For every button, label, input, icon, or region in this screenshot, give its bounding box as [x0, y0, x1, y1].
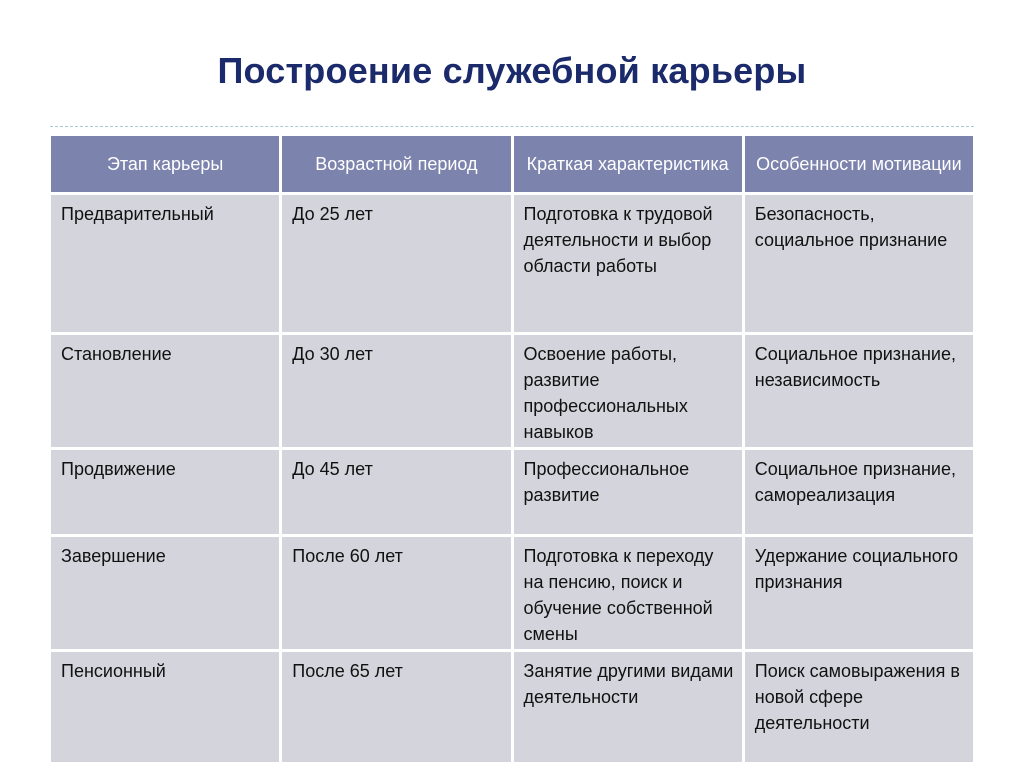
header-age: Возрастной период: [282, 136, 510, 192]
header-stage: Этап карьеры: [51, 136, 279, 192]
header-description: Краткая характеристика: [514, 136, 742, 192]
slide-title: Построение служебной карьеры: [217, 50, 807, 91]
table-row: [51, 652, 973, 762]
cell-description: Освоение работы, развитие профессиональных навыков: [514, 335, 742, 447]
title-divider: [50, 126, 974, 127]
cell-age: До 30 лет: [282, 335, 510, 447]
cell-motivation: Поиск самовыражения в новой сфере деятельности: [745, 652, 973, 762]
cell-motivation: Безопасность, социальное признание: [745, 195, 973, 332]
table-row: [51, 195, 973, 332]
cell-motivation: Удержание социального признания: [745, 537, 973, 649]
cell-description: Занятие другими видами деятельности: [514, 652, 742, 762]
cell-age: После 65 лет: [282, 652, 510, 762]
table-header-row: [51, 136, 973, 192]
cell-age: До 45 лет: [282, 450, 510, 534]
cell-stage: Предварительный: [51, 195, 279, 332]
career-stages-table: [48, 133, 976, 765]
cell-stage: Пенсионный: [51, 652, 279, 762]
table-row: [51, 450, 973, 534]
cell-age: До 25 лет: [282, 195, 510, 332]
cell-description: Подготовка к трудовой деятельности и выбор области работы: [514, 195, 742, 332]
cell-motivation: Социальное признание, независимость: [745, 335, 973, 447]
cell-age: После 60 лет: [282, 537, 510, 649]
table-row: [51, 537, 973, 649]
header-motivation: Особенности мотивации: [745, 136, 973, 192]
cell-description: Профессиональное развитие: [514, 450, 742, 534]
cell-stage: Продвижение: [51, 450, 279, 534]
cell-stage: Становление: [51, 335, 279, 447]
cell-motivation: Социальное признание, самореализация: [745, 450, 973, 534]
cell-description: Подготовка к переходу на пенсию, поиск и обучение собственной смены: [514, 537, 742, 649]
cell-stage: Завершение: [51, 537, 279, 649]
table-row: [51, 335, 973, 447]
